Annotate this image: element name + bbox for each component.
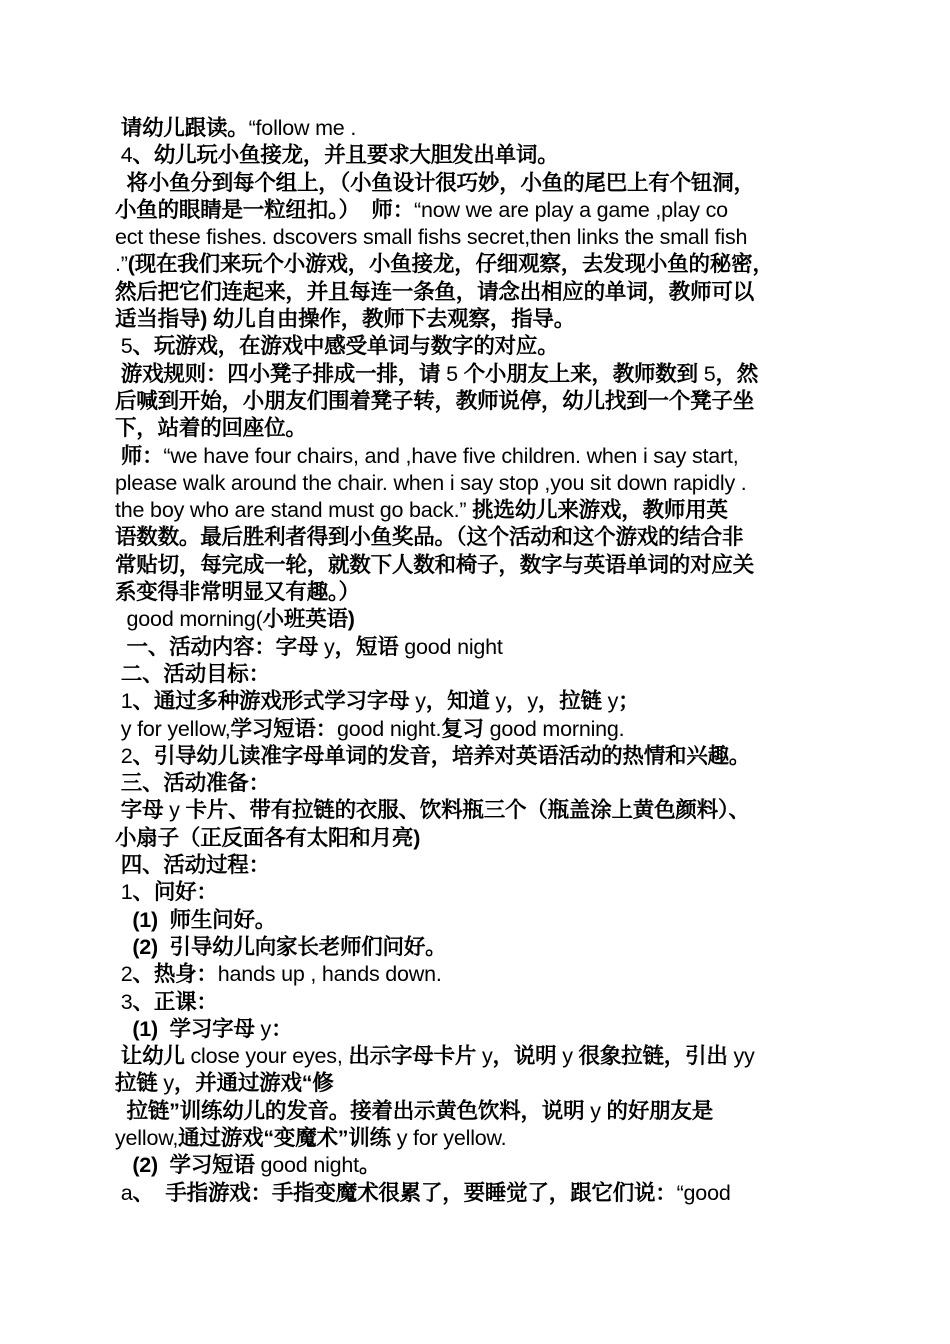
text-run: (现在我们来玩个小游戏，小鱼接龙，仔细观察，去发现小鱼的秘密， (127, 252, 774, 277)
text-line (115, 661, 840, 688)
text-line (115, 333, 840, 360)
text-line (115, 825, 840, 852)
text-run: 卡片、带有拉链的衣服、饮料瓶三个（瓶盖涂上黄色颜料）、 (179, 798, 750, 823)
text-run: 游戏规则：四小凳子排成一排，请 (115, 361, 447, 386)
text-run: 拉链”训练幼儿的发音。接着出示黄色饮料，说明 (115, 1098, 591, 1123)
text-run: 然后把它们连起来，并且每连一条鱼，请念出相应的单词，教师可以 (115, 279, 755, 304)
text-run: ，拉链 (537, 689, 608, 714)
text-run: 2 (115, 962, 133, 987)
text-run: 出示字母卡片 (348, 1044, 482, 1069)
text-run: 挑选幼儿来游戏，教师用英 (466, 498, 728, 523)
text-line (115, 552, 840, 579)
text-line (115, 1016, 840, 1043)
text-run: yellow, (115, 1125, 179, 1150)
text-run: 通过游戏“变魔术”训练 (178, 1125, 397, 1150)
text-line (115, 907, 840, 934)
text-run: 二、活动目标： (115, 661, 270, 686)
document-body (115, 115, 840, 1207)
text-run: 1 (115, 689, 133, 714)
text-run: 下，站着的回座位。 (115, 416, 307, 441)
text-run: 的好朋友是 (600, 1098, 714, 1123)
text-line (115, 716, 840, 743)
text-run: y (324, 634, 335, 659)
text-run: a (115, 1180, 133, 1205)
text-line (115, 797, 840, 824)
text-run: ，并通过游戏“修 (173, 1071, 334, 1096)
text-run: 字母 (115, 798, 170, 823)
text-run: y (562, 1044, 573, 1069)
text-run: please walk around the chair. when i say stop ,you sit down rapidly . (115, 470, 747, 495)
text-line (115, 634, 840, 661)
text-run: the boy who are stand must go back.” (115, 498, 467, 523)
text-line (115, 1070, 840, 1097)
text-line (115, 1180, 840, 1207)
text-run: 拉链 (115, 1071, 164, 1096)
text-run: hands up , hands down. (217, 962, 442, 987)
text-run: ， (506, 689, 528, 714)
text-run: good night. (337, 716, 442, 741)
text-run: y (481, 1044, 493, 1069)
text-line (115, 770, 840, 797)
text-line (115, 1152, 840, 1179)
text-run: .” (115, 252, 128, 277)
text-run: 、问好： (132, 880, 218, 905)
text-run: y (590, 1098, 601, 1123)
text-line (115, 879, 840, 906)
text-run: y (415, 689, 426, 714)
text-run: 让幼儿 (115, 1044, 191, 1069)
text-run: y (260, 1016, 272, 1041)
text-line (115, 606, 840, 633)
text-line (115, 306, 840, 333)
text-run: y (163, 1071, 174, 1096)
text-line (115, 934, 840, 961)
text-run: 1 (115, 880, 133, 905)
text-line (115, 115, 840, 142)
text-run: ，然 (715, 361, 759, 386)
text-run: y for yellow, (115, 716, 231, 741)
text-run: y (607, 689, 619, 714)
text-run: 三、活动准备： (115, 771, 270, 796)
text-run: 语数数。最后胜利者得到小鱼奖品。（这个活动和这个游戏的结合非 (115, 525, 744, 550)
text-run: 复习 (441, 716, 490, 741)
text-run: 小班英语) (262, 607, 355, 632)
text-run: 、引导幼儿读准字母单词的发音，培养对英语活动的热情和兴趣。 (132, 743, 751, 768)
text-line (115, 579, 840, 606)
text-run: 、正课： (132, 989, 218, 1014)
text-line (115, 388, 840, 415)
text-run: 学习短语： (230, 716, 338, 741)
text-line (115, 524, 840, 551)
text-run: ect these fishes. dscovers small fishs secret,then links the small fish (115, 225, 748, 250)
text-run: 5 (115, 334, 133, 359)
text-run: 一、活动内容：字母 (115, 634, 325, 659)
text-run: ，短语 (334, 634, 405, 659)
text-run: yy (733, 1044, 755, 1069)
text-line (115, 251, 840, 278)
text-line (115, 170, 840, 197)
text-run: good morning. (489, 716, 625, 741)
text-run: 后喊到开始，小朋友们围着凳子转，教师说停，幼儿找到一个凳子坐 (115, 388, 755, 413)
text-run: 、热身： (132, 962, 218, 987)
text-run: 5 (446, 361, 458, 386)
text-line (115, 743, 840, 770)
text-run: (2) 学习短语 (115, 1153, 261, 1178)
text-run: 个小朋友上来，教师数到 (457, 361, 704, 386)
text-line (115, 443, 840, 470)
text-run: good night (404, 634, 503, 659)
text-run: 适当指导) 幼儿自由操作，教师下去观察，指导。 (115, 307, 576, 332)
text-run: ； (618, 689, 640, 714)
text-run: 5 (703, 361, 716, 386)
text-line (115, 197, 840, 224)
text-run: (2) 引导幼儿向家长老师们问好。 (115, 934, 447, 959)
text-line (115, 961, 840, 988)
text-line (115, 361, 840, 388)
text-run: close your eyes, (190, 1044, 349, 1069)
text-run: “now we are play a game ,play co (414, 197, 728, 222)
text-run: good morning( (115, 607, 263, 632)
text-line (115, 852, 840, 879)
text-line (115, 688, 840, 715)
text-run: 、幼儿玩小鱼接龙，并且要求大胆发出单词。 (132, 143, 559, 168)
text-run: 请幼儿跟读。 (115, 116, 249, 140)
text-run: y (495, 689, 507, 714)
text-line (115, 1125, 840, 1152)
text-run: 很象拉链，引出 (572, 1044, 734, 1069)
text-line (115, 470, 840, 497)
text-line (115, 989, 840, 1016)
text-run: “follow me . (248, 116, 357, 140)
text-run: 系变得非常明显又有趣。） (115, 580, 360, 605)
text-run: 师： (115, 443, 164, 468)
text-run: 将小鱼分到每个组上，（小鱼设计很巧妙，小鱼的尾巴上有个钮洞， (115, 170, 755, 195)
text-run: good night (260, 1153, 359, 1178)
text-run: 3 (115, 989, 133, 1014)
text-run: y (527, 689, 538, 714)
text-run: “good (676, 1180, 731, 1205)
text-run: 小鱼的眼睛是一粒纽扣。） 师： (115, 197, 414, 222)
text-run: y (169, 798, 180, 823)
text-run: 四、活动过程： (115, 853, 270, 878)
text-run: 4 (115, 143, 133, 168)
text-run: 、玩游戏，在游戏中感受单词与数字的对应。 (132, 334, 559, 359)
text-run: ，说明 (492, 1044, 563, 1069)
text-run: 小扇子（正反面各有太阳和月亮) (115, 825, 421, 850)
text-line (115, 1043, 840, 1070)
text-run: “we have four chairs, and ,have five children. when i say start, (163, 443, 739, 468)
text-run: 。 (358, 1153, 381, 1178)
text-run: (1) 师生问好。 (115, 907, 277, 932)
text-run: 2 (115, 743, 133, 768)
text-run: 、 手指游戏：手指变魔术很累了，要睡觉了，跟它们说： (132, 1180, 677, 1205)
text-run: 常贴切，每完成一轮，就数下人数和椅子，数字与英语单词的对应关 (115, 552, 755, 577)
text-run: 、通过多种游戏形式学习字母 (132, 689, 416, 714)
text-run: (1) 学习字母 (115, 1016, 261, 1041)
text-line (115, 1098, 840, 1125)
text-run: y for yellow. (396, 1125, 507, 1150)
text-line (115, 142, 840, 169)
text-line (115, 224, 840, 251)
text-line (115, 415, 840, 442)
text-run: ，知道 (425, 689, 496, 714)
text-run: ： (271, 1016, 293, 1041)
text-line (115, 279, 840, 306)
text-line (115, 497, 840, 524)
